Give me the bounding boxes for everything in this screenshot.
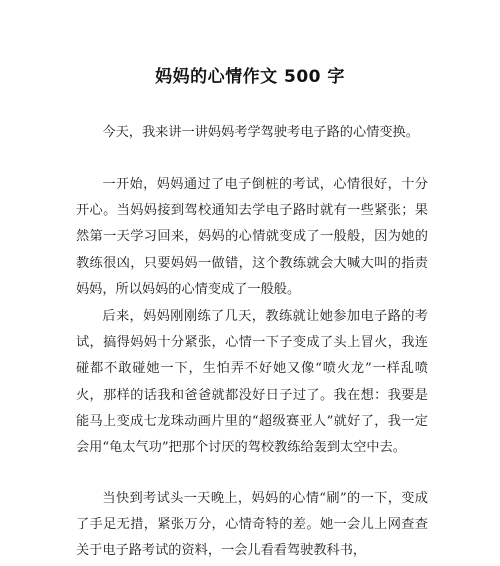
paragraph-third: 当快到考试头一天晚上，妈妈的心情“刷”的一下，变成了手足无措，紧张万分，心情奇特的差。她一会儿上网查查关于电子路考试的资料，一会儿看看驾驶教科书， xyxy=(76,491,428,559)
paragraph-intro: 今天，我来讲一讲妈妈考学驾驶考电子路的心情变换。 xyxy=(102,125,419,140)
paragraph-second: 后来，妈妈刚刚练了几天，教练就让她参加电子路的考试，搞得妈妈十分紧张，心情一下子变成了头上冒火，我连碰都不敢碰她一下，生怕弄不好她又像“喷火龙”一样乱喷火，那样的话我和爸爸就都没好日子过了。我在想：我要是能马上变成七龙珠动画片里的“超级赛亚人”就好了，我一定会用“龟太气功”把那个讨厌的驾校教练给轰到太空中去。 xyxy=(76,309,428,456)
paragraph-first: 一开始，妈妈通过了电子倒桩的考试，心情很好，十分开心。当妈妈接到驾校通知去学电子路时就有一些紧张；果然第一天学习回来，妈妈的心情就变成了一般般，因为她的教练很凶，只要妈妈一做错，这个教练就会大喊大叫的指责妈妈，所以妈妈的心情变成了一般般。 xyxy=(76,177,428,297)
document-title: 妈妈的心情作文 500 字 xyxy=(155,67,345,87)
